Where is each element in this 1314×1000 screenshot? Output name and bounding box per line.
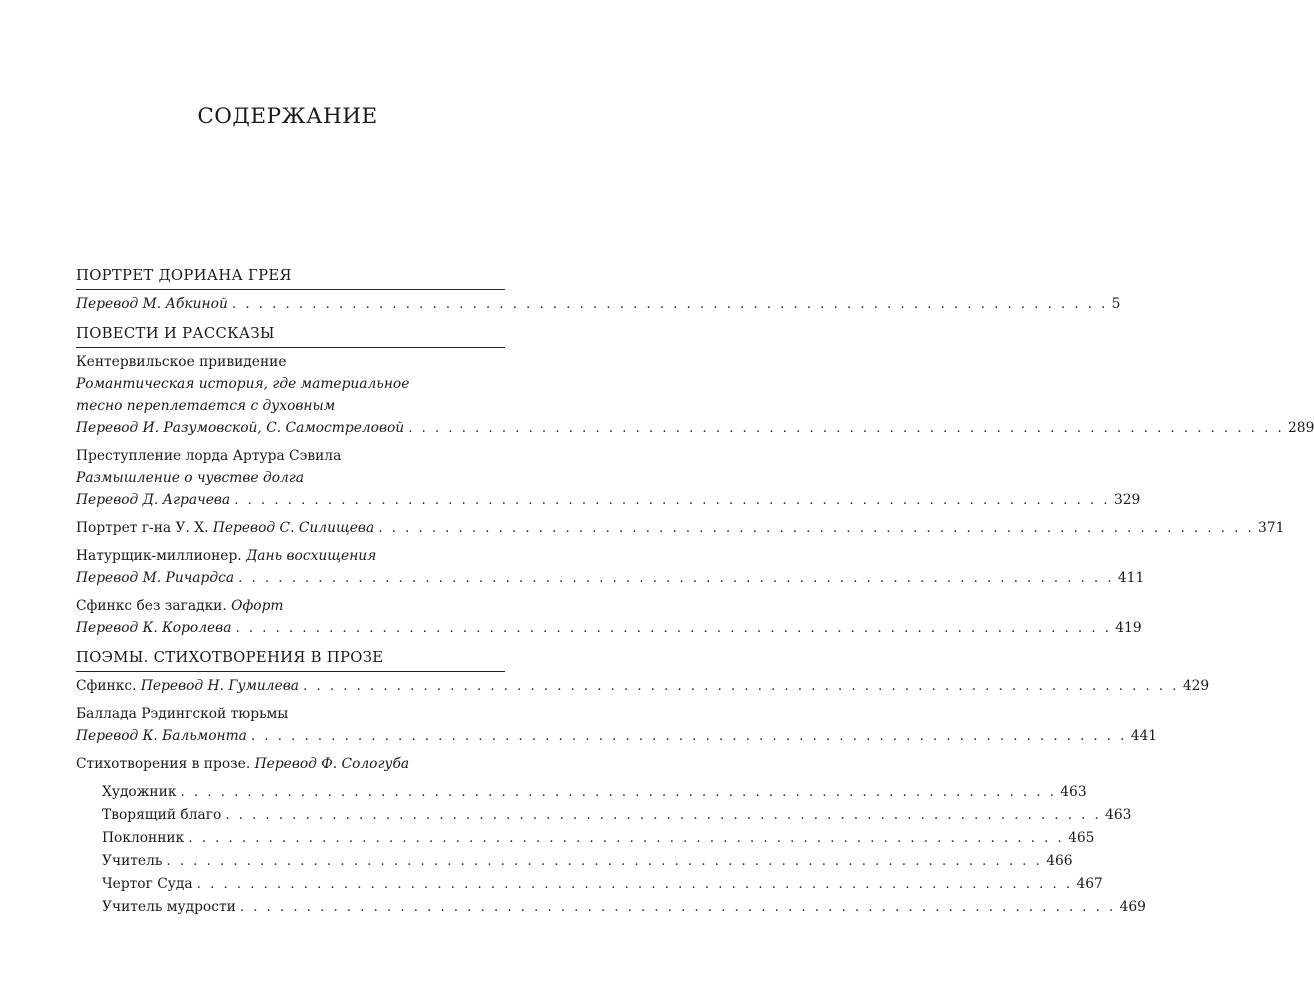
page-number: 441 <box>1130 728 1158 744</box>
toc-entry <box>76 675 1210 697</box>
poem-title: Поклонник <box>102 830 185 846</box>
dot-leader: . . . . . . . . . . . . . . . . . . . . . . . . . . . . . . . . . . . . . . . . . . . . . . . . . . . . . . . . . . . . . . . . . . <box>250 728 1127 744</box>
dot-leader: . . . . . . . . . . . . . . . . . . . . . . . . . . . . . . . . . . . . . . . . . . . . . . . . . . . . . . . . . . . . . . . . . . <box>166 853 1043 869</box>
dot-leader: . . . . . . . . . . . . . . . . . . . . . . . . . . . . . . . . . . . . . . . . . . . . . . . . . . . . . . . . . . . . . . . . . . <box>234 492 1110 508</box>
toc-entry <box>76 545 1145 589</box>
toc-entry <box>102 896 1146 918</box>
toc-entry <box>102 873 1103 895</box>
page-number: 467 <box>1076 876 1103 892</box>
work-subtitle: Размышление о чувстве долга <box>76 470 304 486</box>
page-number: 466 <box>1046 853 1073 869</box>
toc-entry <box>76 753 505 775</box>
work-title: Сфинкс. <box>76 678 137 694</box>
page-number: 429 <box>1182 678 1210 694</box>
dot-leader: . . . . . . . . . . . . . . . . . . . . . . . . . . . . . . . . . . . . . . . . . . . . . . . . . . . . . . . . . . . . . . . . . . <box>196 876 1073 892</box>
poem-title: Художник <box>102 784 177 800</box>
toc-entry <box>76 703 1158 747</box>
page-title: СОДЕРЖАНИЕ <box>197 104 378 129</box>
page-number: 463 <box>1060 784 1087 800</box>
toc-entry <box>102 781 1087 803</box>
page-number: 469 <box>1119 899 1146 915</box>
page-number: 329 <box>1113 492 1141 508</box>
section-heading: ПОРТРЕТ ДОРИАНА ГРЕЯ <box>76 267 292 284</box>
work-title: Натурщик-миллионер. <box>76 548 242 564</box>
translation-credit: Перевод К. Бальмонта <box>76 728 247 744</box>
page-number: 289 <box>1288 420 1314 436</box>
dot-leader: . . . . . . . . . . . . . . . . . . . . . . . . . . . . . . . . . . . . . . . . . . . . . . . . . . . . . . . . . . . . . . . . . . <box>180 784 1057 800</box>
section-divider <box>76 671 505 672</box>
poem-title: Чертог Суда <box>102 876 193 892</box>
translation-credit: Перевод К. Королева <box>76 620 232 636</box>
section-stories <box>76 323 1314 639</box>
table-of-contents <box>76 265 1314 926</box>
translation-credit: Перевод М. Ричардса <box>76 570 235 586</box>
toc-entry <box>76 351 1314 439</box>
page-number: 465 <box>1068 830 1095 846</box>
work-subtitle: Романтическая история, где материальное <box>76 376 410 392</box>
section-heading: ПОВЕСТИ И РАССКАЗЫ <box>76 325 275 342</box>
poem-title: Творящий благо <box>102 807 222 823</box>
translation-credit: Перевод Д. Аграчева <box>76 492 231 508</box>
toc-entry <box>76 293 1121 315</box>
page-number: 5 <box>1111 296 1121 312</box>
page-number: 463 <box>1105 807 1132 823</box>
section-dorian-gray <box>76 265 1121 315</box>
section-divider <box>76 347 505 348</box>
work-subtitle: Дань восхищения <box>246 548 377 564</box>
work-subtitle: тесно переплетается с духовным <box>76 398 336 414</box>
toc-entry <box>76 595 1142 639</box>
dot-leader: . . . . . . . . . . . . . . . . . . . . . . . . . . . . . . . . . . . . . . . . . . . . . . . . . . . . . . . . . . . . . . . . . . <box>235 620 1112 636</box>
section-divider <box>76 289 505 290</box>
toc-entry <box>102 850 1073 872</box>
dot-leader: . . . . . . . . . . . . . . . . . . . . . . . . . . . . . . . . . . . . . . . . . . . . . . . . . . . . . . . . . . . . . . . . . . <box>225 807 1102 823</box>
work-title: Стихотворения в прозе. <box>76 756 251 772</box>
dot-leader: . . . . . . . . . . . . . . . . . . . . . . . . . . . . . . . . . . . . . . . . . . . . . . . . . . . . . . . . . . . . . . . . . . <box>231 296 1108 312</box>
work-title: Сфинкс без загадки. <box>76 598 227 614</box>
translation-credit: Перевод Н. Гумилева <box>140 678 300 694</box>
translation-credit: Перевод Ф. Сологуба <box>254 756 410 772</box>
work-title: Преступление лорда Артура Сэвила <box>76 448 342 464</box>
dot-leader: . . . . . . . . . . . . . . . . . . . . . . . . . . . . . . . . . . . . . . . . . . . . . . . . . . . . . . . . . . . . . . . . . . <box>239 899 1116 915</box>
page-number: 419 <box>1115 620 1142 636</box>
translation-credit: Перевод И. Разумовской, С. Самостреловой <box>76 420 405 436</box>
toc-entry <box>102 827 1095 849</box>
dot-leader: . . . . . . . . . . . . . . . . . . . . . . . . . . . . . . . . . . . . . . . . . . . . . . . . . . . . . . . . . . . . . . . . . . <box>188 830 1065 846</box>
work-title: Баллада Рэдингской тюрьмы <box>76 706 289 722</box>
poem-title: Учитель мудрости <box>102 899 236 915</box>
toc-entry <box>102 804 1132 826</box>
section-poems <box>76 647 1210 918</box>
toc-entry <box>76 517 1285 539</box>
dot-leader: . . . . . . . . . . . . . . . . . . . . . . . . . . . . . . . . . . . . . . . . . . . . . . . . . . . . . . . . . . . . . . . . . . <box>303 678 1179 694</box>
work-title: Портрет г-на У. Х. <box>76 520 209 536</box>
work-title: Кентервильское привидение <box>76 354 287 370</box>
dot-leader: . . . . . . . . . . . . . . . . . . . . . . . . . . . . . . . . . . . . . . . . . . . . . . . . . . . . . . . . . . . . . . . . . . <box>378 520 1255 536</box>
section-heading: ПОЭМЫ. СТИХОТВОРЕНИЯ В ПРОЗЕ <box>76 649 384 666</box>
poem-title: Учитель <box>102 853 163 869</box>
translation-credit: Перевод М. Абкиной <box>76 296 228 312</box>
page-number: 371 <box>1258 520 1285 536</box>
toc-entry <box>76 445 1141 511</box>
translation-credit: Перевод С. Силищева <box>212 520 375 536</box>
dot-leader: . . . . . . . . . . . . . . . . . . . . . . . . . . . . . . . . . . . . . . . . . . . . . . . . . . . . . . . . . . . . . . . . . . <box>408 420 1285 436</box>
prose-poems-list <box>76 781 1146 918</box>
page-number: 411 <box>1117 570 1145 586</box>
work-subtitle: Офорт <box>231 598 284 614</box>
dot-leader: . . . . . . . . . . . . . . . . . . . . . . . . . . . . . . . . . . . . . . . . . . . . . . . . . . . . . . . . . . . . . . . . . . <box>238 570 1114 586</box>
